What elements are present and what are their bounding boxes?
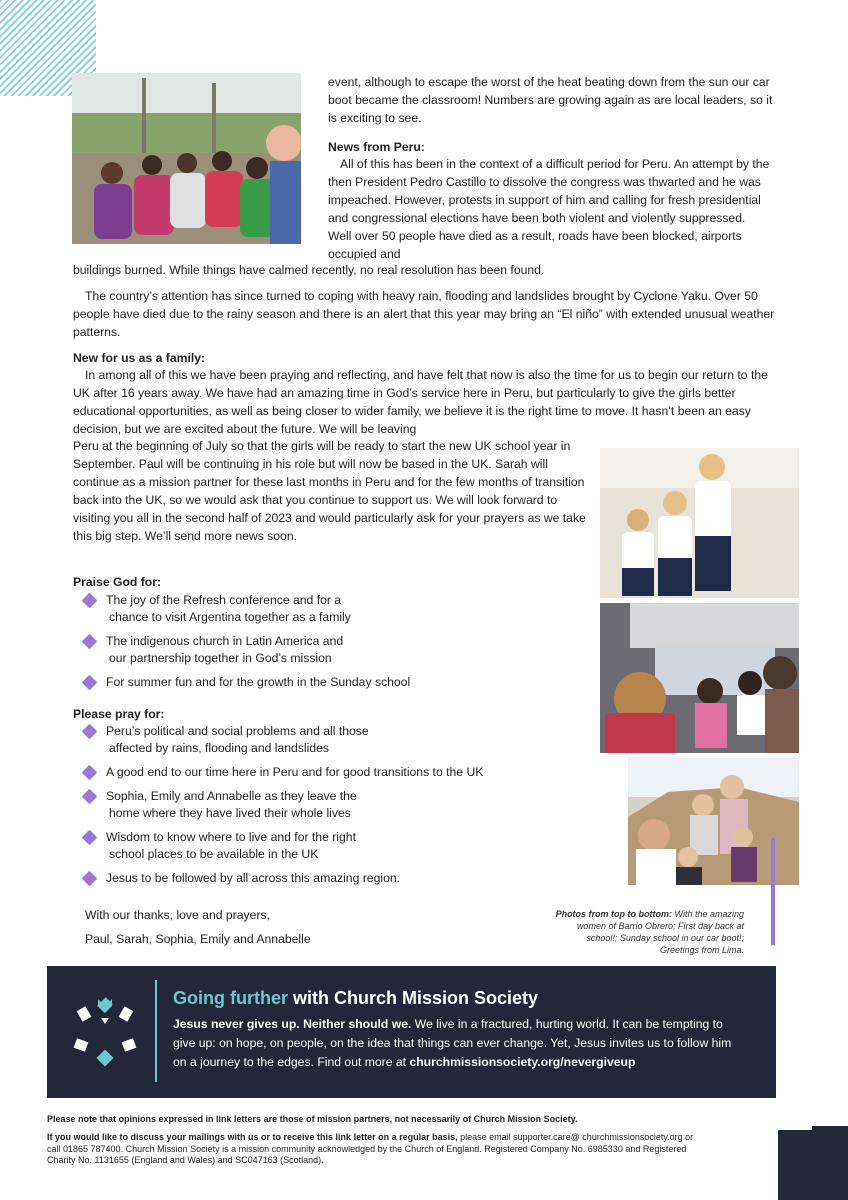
pray-item-line1: A good end to our time here in Peru and for good transitions to the UK [106, 765, 484, 779]
decorative-block-bottom-right-tall [812, 1126, 848, 1200]
closing-thanks: With our thanks, love and prayers, [85, 908, 270, 922]
banner-body [173, 1015, 733, 1072]
diamond-bullet-icon [82, 724, 98, 740]
closing-signatures: Paul, Sarah, Sophia, Emily and Annabelle [85, 932, 311, 946]
banner-title [173, 988, 538, 1009]
diamond-bullet-icon [82, 634, 98, 650]
photo-caption-text: With the amazing women of Barrio Obrero; First day back at school!; Sunday school in our car boot!; Greetings from Lima. [576, 909, 744, 955]
family-paragraph-full [73, 366, 785, 438]
banner-title-rest: with Church Mission Society [288, 988, 539, 1008]
news-peru-paragraph-2-text: The country’s attention has since turned to coping with heavy rain, flooding and landslides brought by Cyclone Yaku. Over 50 people have died due to the rainy season and there is an alert that this year may bring an “El niño” with extended unusual weather patterns. [73, 289, 775, 339]
praise-item-line1: The indigenous church in Latin America and [106, 634, 344, 648]
banner-body-text: We live in a fractured, hurting world. It can be tempting to give up: on hope, on people, on the idea that things can ever change. Yet, Jesus invites us to follow him on a journey to the edges. Find out more at [173, 1017, 732, 1069]
pray-item-line1: Wisdom to know where to live and for the right [106, 830, 356, 844]
photo-women-barrio-obrero [72, 73, 301, 244]
pray-item [73, 723, 593, 757]
footer-contact-text: please email supporter.care@ churchmissionsociety.org or call 01865 787400. Church Mission Society is a mission community acknowledged by the Church of England. Registered Company No. 6985330 and Registered Charity No. 1131655 (England and Wales) and SC047163 (Scotland). [47, 1132, 694, 1165]
photo-first-day-school [600, 448, 799, 598]
family-paragraph-narrow: Peru at the beginning of July so that the girls will be ready to start the new UK school year in September. Paul will be continuing in his role but will now be based in the UK. Sarah will continue as a mission partner for these last months in Peru and for the few months of transition back into the UK, so we would ask that you continue to support us. We will look forward to visiting you all in the second half of 2023 and would particularly ask for your prayers as we take this big step. We’ll send more news soon. [73, 439, 586, 543]
pray-item-line2: affected by rains, flooding and landslides [109, 741, 329, 755]
pray-heading: Please pray for: [73, 707, 165, 721]
diamond-bullet-icon [82, 765, 98, 781]
banner-title-accent: Going further [173, 988, 288, 1008]
diamond-bullet-icon [82, 830, 98, 846]
footer-disclaimer-text: Please note that opinions expressed in link letters are those of mission partners, not necessarily of Church Mission Society. [47, 1114, 578, 1124]
caption-accent-line [771, 838, 775, 945]
pray-item-line1: Peru’s political and social problems and all those [106, 724, 369, 738]
banner-divider [155, 980, 157, 1082]
praise-item [73, 633, 593, 667]
photo-caption [548, 908, 744, 956]
pray-item-line1: Sophia, Emily and Annabelle as they leave the [106, 789, 357, 803]
photo-sunday-school-car-boot [600, 603, 799, 753]
pray-item [73, 764, 593, 781]
going-further-banner [47, 966, 776, 1098]
footer-contact-bold: If you would like to discuss your mailings with us or to receive this link letter on a regular basis, [47, 1132, 458, 1142]
pray-list [73, 723, 593, 894]
banner-link[interactable]: churchmissionsociety.org/nevergiveup [409, 1055, 636, 1069]
news-peru-paragraph-text: All of this has been in the context of a difficult period for Peru. An attempt by the then President Pedro Castillo to dissolve the congress was thwarted and he was impeached. However, protests in support of him and calling for fresh presidential and congressional elections have been both violent and violently suppressed. Well over 50 people have died as a result, roads have been blocked, airports occupied and [328, 157, 770, 261]
cms-star-logo-icon [69, 996, 141, 1068]
diamond-bullet-icon [82, 789, 98, 805]
footer-disclaimer [47, 1114, 747, 1126]
news-peru-paragraph-wrapped [328, 155, 772, 263]
praise-item-line2: chance to visit Argentina together as a family [109, 610, 351, 624]
pray-item [73, 870, 593, 887]
pray-item-line1: Jesus to be followed by all across this amazing region. [106, 871, 401, 885]
news-peru-paragraph-tail: buildings burned. While things have calmed recently, no real resolution has been found. [73, 263, 545, 277]
intro-continuation: event, although to escape the worst of the heat beating down from the sun our car boot became the classroom! Numbers are growing again as are local leaders, so it is exciting to see. [328, 75, 773, 125]
pray-item-line2: home where they have lived their whole lives [109, 806, 351, 820]
news-peru-heading: News from Peru: [328, 140, 425, 154]
praise-item [73, 674, 593, 691]
family-heading: New for us as a family: [73, 351, 206, 365]
diamond-bullet-icon [82, 871, 98, 887]
family-paragraph-full-text: In among all of this we have been praying and reflecting, and have felt that now is also the time for us to begin our return to the UK after 16 years away. We have had an amazing time in God’s service here in Peru, but particularly to give the girls better educational opportunities, as well as being closer to wider family, we believe it is the right time to move. It hasn’t been an easy decision, but we are excited about the future. We will be leaving [73, 368, 768, 436]
footer-contact [47, 1132, 707, 1167]
news-peru-paragraph-2 [73, 287, 785, 341]
praise-heading: Praise God for: [73, 575, 162, 589]
praise-item-line2: our partnership together in God’s mission [109, 651, 332, 665]
photo-caption-heading: Photos from top to bottom: [555, 909, 673, 919]
praise-item-line1: For summer fun and for the growth in the Sunday school [106, 675, 411, 689]
praise-item [73, 592, 593, 626]
praise-list [73, 592, 593, 698]
diamond-bullet-icon [82, 593, 98, 609]
pray-item [73, 829, 593, 863]
diamond-bullet-icon [82, 675, 98, 691]
pray-item-line2: school places to be available in the UK [109, 847, 319, 861]
pray-item [73, 788, 593, 822]
praise-item-line1: The joy of the Refresh conference and for a [106, 593, 342, 607]
banner-tagline: Jesus never gives up. Neither should we. [173, 1017, 412, 1031]
